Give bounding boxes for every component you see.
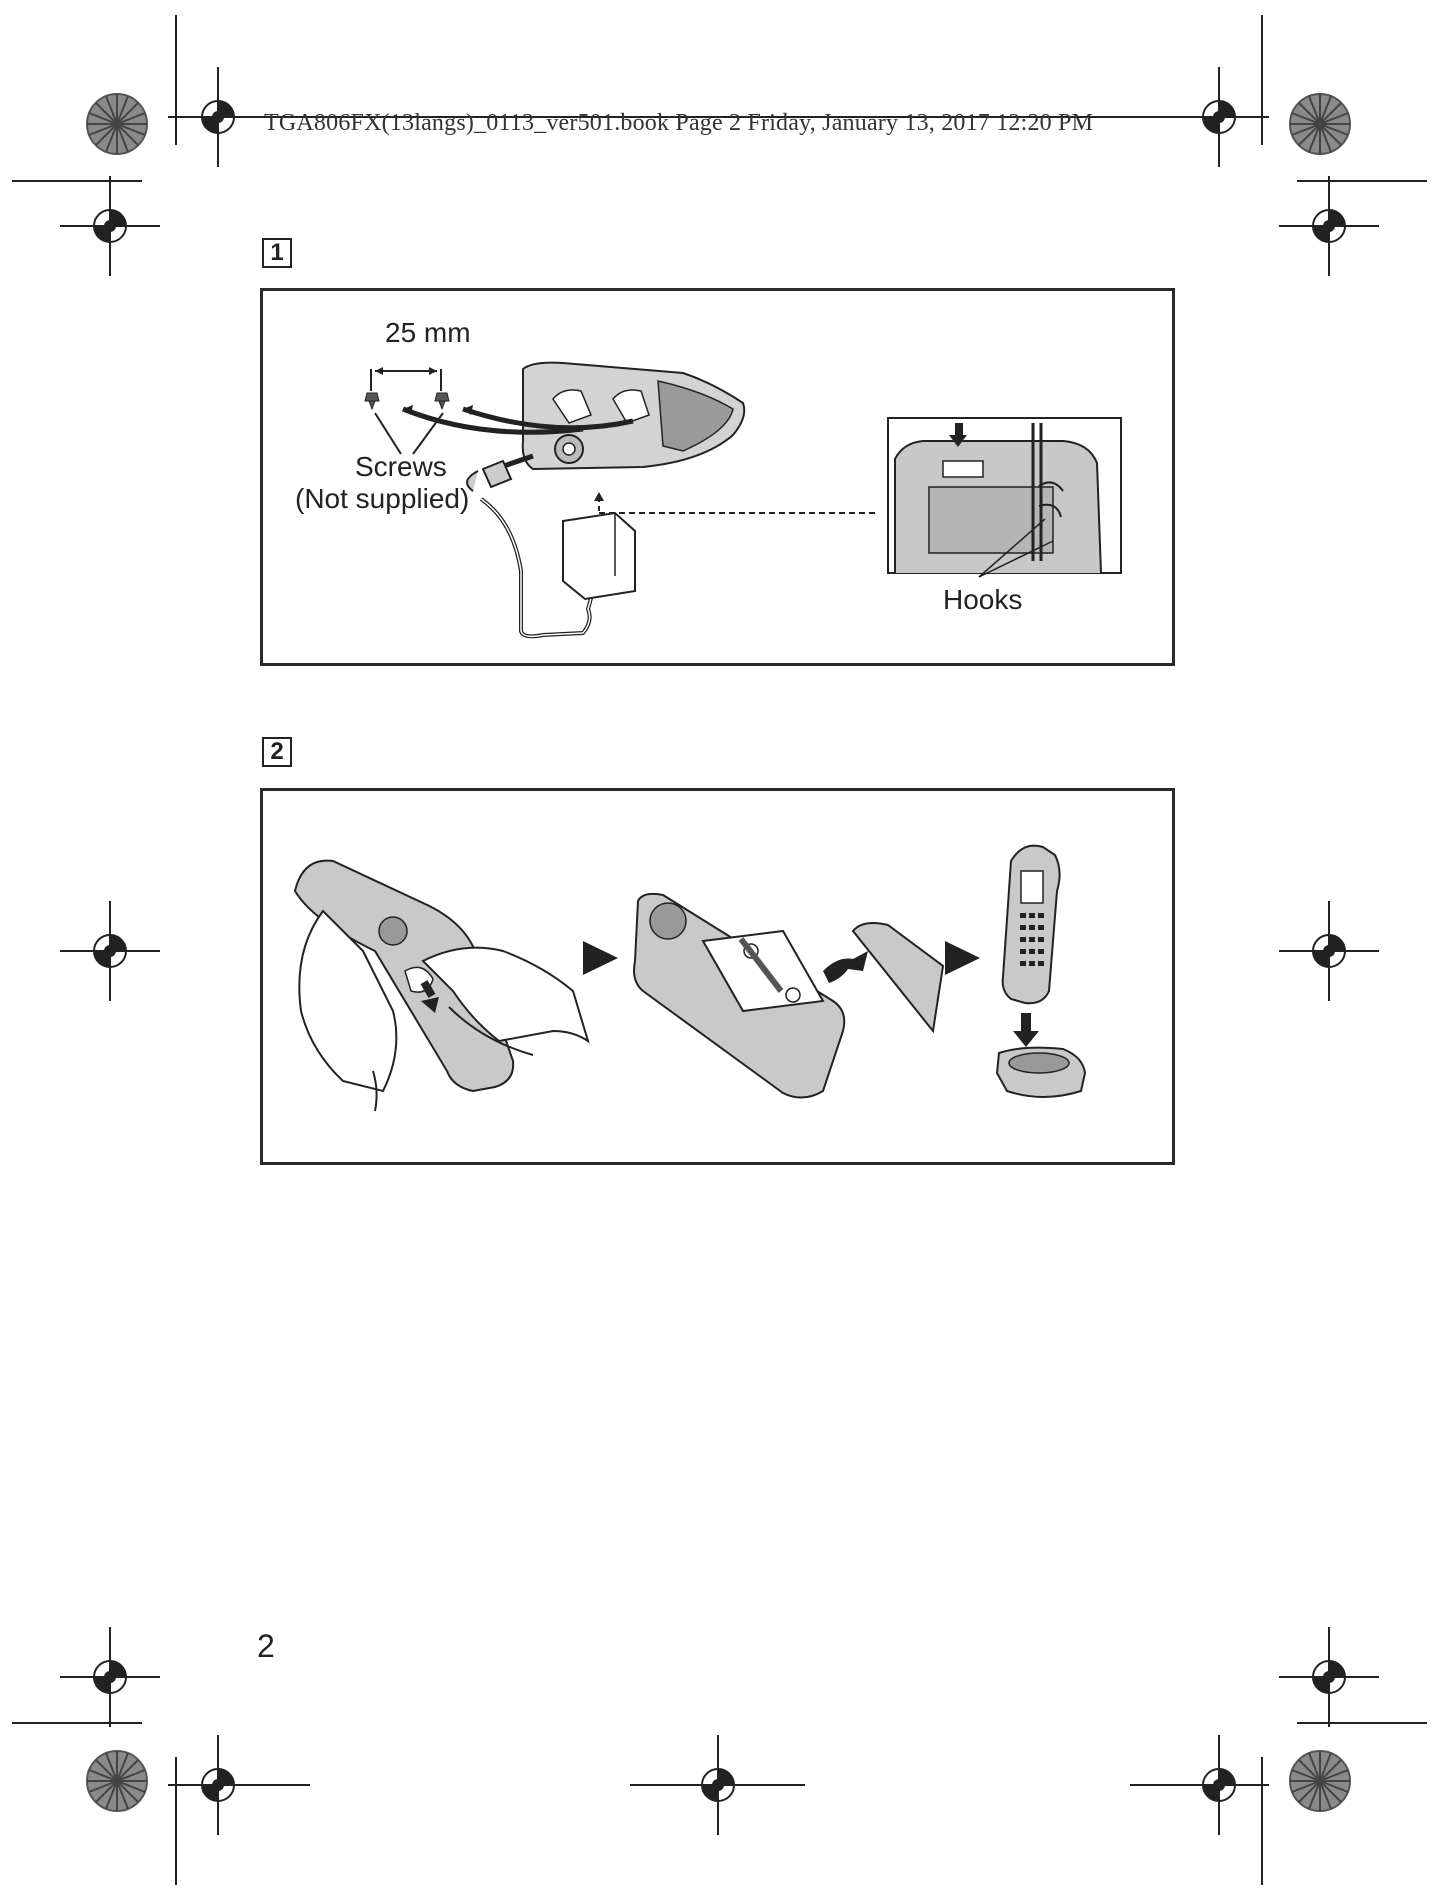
handset-cover-removal [295,861,588,1111]
handset-on-charger [997,846,1085,1097]
hooks-label: Hooks [943,584,1023,615]
screws-label: Screws [355,451,447,482]
color-bar-icon [1290,1751,1350,1811]
registration-mark-icon [1279,901,1379,1001]
registration-mark-icon [1169,1735,1269,1835]
step1-figure-panel [260,288,1175,666]
page-number: 2 [257,1628,275,1664]
battery-insertion [634,894,943,1098]
color-bar-icon [1290,94,1350,154]
dimension-label: 25 mm [385,317,471,348]
step-number-1: 1 [262,238,292,268]
color-bar-icon [87,1751,147,1811]
step2-figure-panel [260,788,1175,1165]
registration-mark-icon [60,176,160,276]
registration-mark-icon [168,1735,268,1835]
registration-mark-icon [1279,1627,1379,1727]
print-info-line: TGA806FX(13langs)_0113_ver501.book Page 2 Friday, January 13, 2017 12:20 PM [264,110,1094,136]
screw-icon [365,393,379,409]
registration-mark-icon [60,901,160,1001]
step-number-2: 2 [262,737,292,767]
registration-mark-icon [1169,67,1269,167]
screw-icon [435,393,449,409]
color-bar-icon [87,94,147,154]
not-supplied-label: (Not supplied) [295,483,470,514]
registration-mark-icon [168,67,268,167]
registration-mark-icon [1279,176,1379,276]
arrow-right-icon [583,941,618,975]
registration-mark-icon [60,1627,160,1727]
battery-install-illustration [263,791,1172,1162]
arrow-right-icon [945,941,980,975]
